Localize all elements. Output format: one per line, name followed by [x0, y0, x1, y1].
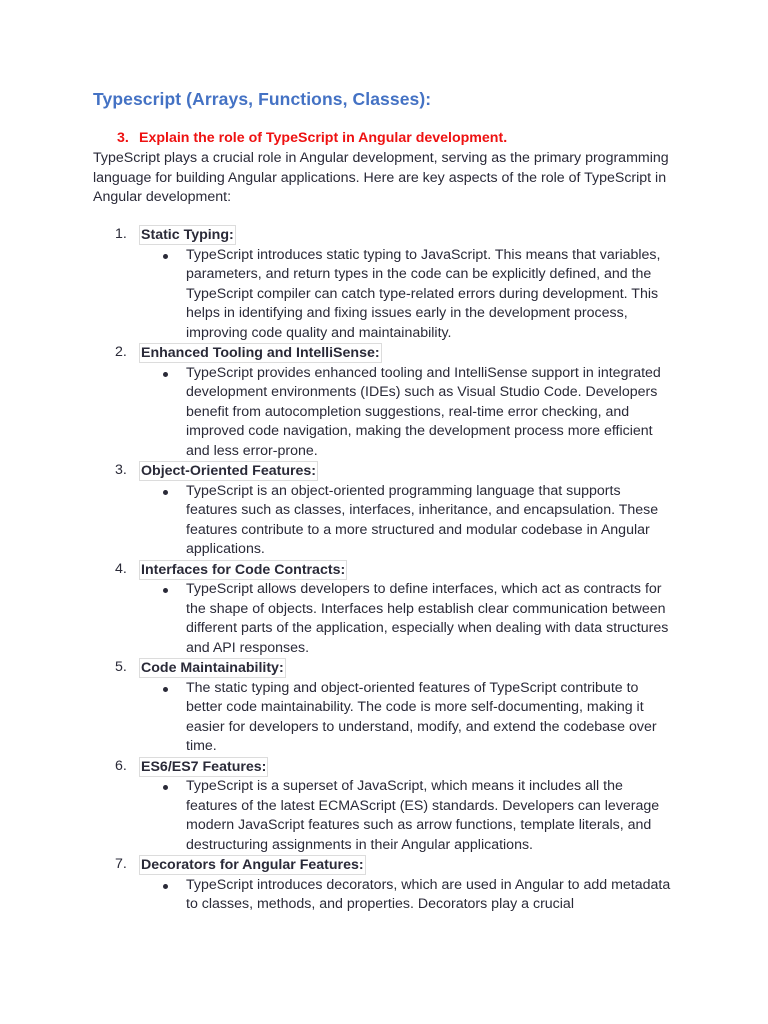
bullet-list — [139, 246, 693, 344]
aspect-heading: Object-Oriented Features: — [141, 463, 317, 479]
question-heading — [117, 129, 717, 149]
bullet-item — [139, 679, 672, 757]
bullet-list — [139, 580, 693, 658]
bullet-icon — [163, 884, 168, 889]
bullet-item — [139, 482, 672, 560]
question-number: 3. — [117, 130, 129, 146]
bullet-item — [139, 364, 672, 462]
section-title: Typescript (Arrays, Functions, Classes): — [93, 89, 432, 109]
aspect-number: 5. — [115, 659, 127, 675]
bullet-item — [139, 777, 672, 855]
bullet-list — [139, 679, 693, 757]
aspect-number: 2. — [115, 344, 127, 360]
aspect-number: 3. — [115, 462, 127, 478]
bullet-icon — [163, 588, 168, 593]
aspect-number: 6. — [115, 757, 127, 774]
bullet-icon — [163, 785, 168, 790]
aspect-item — [93, 658, 693, 757]
bullet-icon — [163, 687, 168, 692]
aspect-heading: ES6/ES7 Features: — [141, 758, 267, 775]
bullet-icon — [163, 372, 168, 377]
aspect-item — [93, 461, 693, 560]
bullet-text: TypeScript is an object-oriented programming language that supports features such as classes, interfaces, inheritance, and encapsulation. These features contribute to a more structured and modular codebase in Angular applications. — [186, 482, 659, 557]
aspect-number: 1. — [115, 226, 127, 242]
bullet-list — [139, 876, 693, 915]
aspect-item — [93, 757, 693, 856]
bullet-text: TypeScript introduces decorators, which are used in Angular to add metadata to classes, methods, and properties. Decorators play a crucial — [186, 876, 671, 912]
bullet-item — [139, 876, 672, 915]
question-text: Explain the role of TypeScript in Angular development. — [139, 130, 508, 146]
bullet-text: TypeScript allows developers to define interfaces, which act as contracts for the shape of objects. Interfaces help establish clear communication between different parts of the application, especially when dealing with data structures and API responses. — [186, 581, 669, 656]
aspect-heading: Enhanced Tooling and IntelliSense: — [141, 345, 380, 361]
aspect-heading: Decorators for Angular Features: — [141, 857, 364, 873]
bullet-text: TypeScript provides enhanced tooling and IntelliSense support in integrated development environments (IDEs) such as Visual Studio Code. Developers benefit from autocompletion suggestions, real-time error checking, and improved code navigation, making the development process more efficient and less error-prone. — [186, 364, 661, 459]
aspect-item — [93, 225, 693, 343]
intro-paragraph: TypeScript plays a crucial role in Angular development, serving as the primary programming language for building Angular applications. Here are key aspects of the role of TypeScript in Angular development: — [93, 150, 669, 205]
bullet-icon — [163, 490, 168, 495]
aspect-heading: Interfaces for Code Contracts: — [141, 561, 346, 578]
aspect-item — [93, 343, 693, 461]
bullet-list — [139, 364, 693, 462]
bullet-text: TypeScript introduces static typing to JavaScript. This means that variables, parameters, and return types in the code can be explicitly defined, and the TypeScript compiler can catch type-related errors during development. This helps in identifying and fixing issues early in the development process, improving code quality and maintainability. — [186, 246, 661, 341]
bullet-list — [139, 777, 693, 855]
aspect-item — [93, 560, 693, 659]
aspect-heading: Code Maintainability: — [141, 660, 284, 676]
aspects-list — [93, 225, 693, 915]
aspect-item — [93, 855, 693, 915]
bullet-item — [139, 580, 672, 658]
bullet-text: The static typing and object-oriented features of TypeScript contribute to better code maintainability. The code is more self-documenting, making it easier for developers to understand, modify, and extend the codebase over time. — [186, 679, 657, 754]
bullet-text: TypeScript is a superset of JavaScript, which means it includes all the features of the latest ECMAScript (ES) standards. Developers can leverage modern JavaScript features such as arrow functions, template literals, and destructuring assignments in their Angular applications. — [186, 778, 660, 853]
bullet-icon — [163, 254, 168, 259]
bullet-item — [139, 246, 672, 344]
aspect-number: 7. — [115, 856, 127, 872]
aspect-heading: Static Typing: — [141, 227, 234, 243]
bullet-list — [139, 482, 693, 560]
aspect-number: 4. — [115, 560, 127, 577]
